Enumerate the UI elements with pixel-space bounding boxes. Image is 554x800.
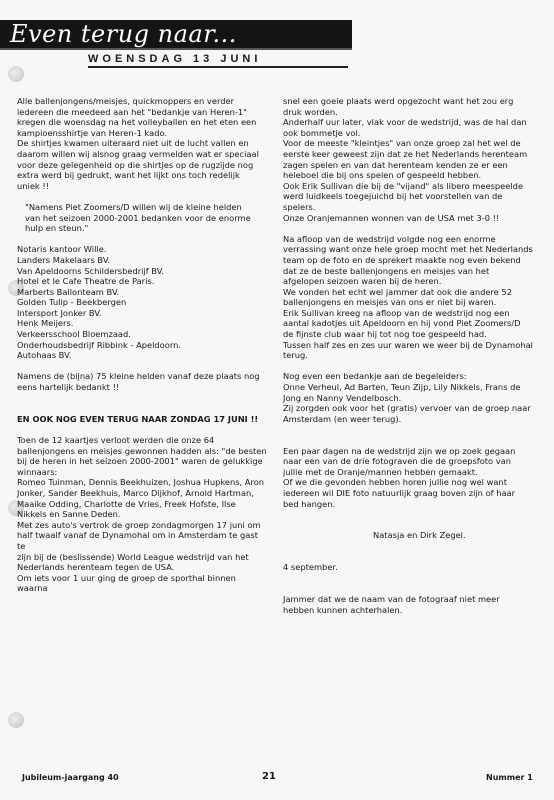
list-item: Notaris kantoor Wille. — [17, 244, 107, 255]
text-line: de fijnste club waar hij tot nog toe gespeeld had. — [283, 329, 487, 340]
text-line: Erik Sullivan kreeg na afloop van de wedstrijd nog een — [283, 307, 510, 318]
text-line: De shirtjes kwamen uiteraard niet uit de lucht vallen en — [17, 138, 249, 149]
paragraph — [283, 446, 537, 510]
text-line: We vonden het echt wel jammer dat ook die andere 52 — [283, 286, 512, 297]
text-line: Jong en Nanny Vendelbosch. — [283, 392, 402, 403]
text-line: "Namens Piet Zoomers/D willen wij de kleine helden — [25, 201, 242, 212]
date-line: 4 september. — [283, 562, 338, 573]
text-line: druk worden. — [283, 106, 338, 117]
text-line: ballenjongens en meisjes van ons er niet bij waren. — [283, 297, 497, 308]
list-item: Landers Makelaars BV. — [17, 254, 111, 265]
text-line: Onne Verheul, Ad Barten, Teun Zijp, Lily Nikkels, Frans de — [283, 382, 521, 393]
text-line: hulp en steun." — [25, 223, 89, 234]
paragraph — [283, 234, 537, 361]
text-line: ook bommetje vol. — [283, 127, 361, 138]
list-item: Marberts Ballonteam BV. — [17, 286, 120, 297]
text-line: hebben kunnen achterhalen. — [283, 604, 403, 615]
text-line: kregen die woensdag na het volleyballen en het eten een — [17, 117, 257, 128]
text-line: Tussen half zes en zes uur waren we weer bij de Dynamohal — [283, 339, 533, 350]
header-banner — [0, 20, 352, 50]
text-line: naar een van de drie fotograven die de groepsfoto van — [283, 456, 512, 467]
section-heading: EN OOK NOG EVEN TERUG NAAR ZONDAG 17 JUNI !! — [17, 413, 259, 424]
text-line: Met zes auto's vertrok de groep zondagmorgen 17 juni om — [17, 519, 261, 530]
text-line: iedereen wil DIE foto natuurlijk graag boven zijn of haar — [283, 487, 516, 498]
date-heading: WOENSDAG 13 JUNI — [88, 53, 348, 68]
text-line: verrassing want onze hele groep mocht met het Nederlands — [283, 244, 533, 255]
text-line: van het seizoen 2000-2001 bedanken voor de enorme — [25, 212, 251, 223]
text-line: eens hartelijk bedankt !! — [17, 382, 120, 393]
text-line: team op de foto en de sprekert maakte nog even bekend — [283, 254, 521, 265]
list-item: Henk Meijers. — [17, 318, 74, 329]
text-line: Amsterdam (en weer terug). — [283, 413, 402, 424]
text-line: bed hangen. — [283, 498, 336, 509]
text-line: Nederlands herenteam tegen de USA. — [17, 562, 175, 573]
left-column — [17, 96, 267, 594]
intro-paragraph — [17, 96, 267, 191]
text-line: Maaike Odding, Charlotte de Vries, Freek Hofste, Ilse — [17, 498, 236, 509]
text-line: zagen spelen en van dat herenteam kenden ze er een — [283, 159, 508, 170]
section-paragraph — [17, 435, 267, 594]
text-line: Namens de (bijna) 75 kleine helden vanaf deze plaats nog — [17, 371, 260, 382]
text-line: Anderhalf uur later, vlak voor de wedstrijd, was de hal dan — [283, 117, 527, 128]
text-line: dat ze de beste ballenjongens en meisjes van het — [283, 265, 490, 276]
list-item: Autohaas BV. — [17, 350, 72, 361]
text-line: Voor de meeste "kleintjes" van onze groep zal het wel de — [283, 138, 521, 149]
text-line: snel een goeie plaats werd opgezocht want het zou erg — [283, 96, 514, 106]
footer-volume: Jubileum-jaargang 40 — [22, 773, 119, 782]
text-line: Na afloop van de wedstrijd volgde nog een enorme — [283, 233, 496, 244]
text-line: Toen de 12 kaartjes verloot werden die onze 64 — [17, 435, 215, 445]
text-line: terug. — [283, 350, 308, 361]
text-line: Of we die gevonden hebben horen jullie nog wel want — [283, 477, 507, 488]
text-line: Romeo Tuinman, Dennis Beekhuizen, Joshua Hupkens, Aron — [17, 477, 265, 488]
text-line: werd luidkeels toegejuichd bij het voorstellen van de — [283, 191, 503, 202]
list-item: Hotel et le Cafe Theatre de Paris. — [17, 276, 155, 287]
quote-paragraph — [17, 202, 267, 234]
text-line: Jonker, Sander Beekhuis, Marco Dijkhof, Arnold Hartman, — [17, 487, 254, 498]
text-line: Onze Oranjemannen wonnen van de USA met 3-0 !! — [283, 212, 500, 223]
text-line: jullie met de Oranje/mannen hebben gemaakt. — [283, 466, 478, 477]
list-item: Van Apeldoorns Schildersbedrijf BV. — [17, 265, 164, 276]
text-line: iedereen die meedeed aan het "bedankje van Heren-1" — [17, 106, 247, 117]
text-line: Een paar dagen na de wedstrijd zijn we op zoek gegaan — [283, 445, 516, 456]
list-item: Onderhoudsbedrijf Ribbink - Apeldoorn. — [17, 339, 181, 350]
sponsor-list — [17, 244, 267, 361]
text-line: uniek !! — [17, 180, 50, 191]
text-line: Om iets voor 1 uur ging de groep de sporthal binnen waarna — [17, 572, 236, 594]
text-line: daarom willen wij alsnog graag vermelden wat er speciaal — [17, 148, 259, 159]
paragraph — [283, 96, 537, 223]
text-line: ballenjongens en meisjes gewonnen hadden als: "de besten — [17, 445, 267, 456]
text-line: Nog even een bedankje aan de begeleiders: — [283, 371, 467, 382]
text-line: spelers. — [283, 201, 316, 212]
text-line: bij de heren in het seizoen 2000-2001" waren de gelukkige — [17, 456, 263, 467]
text-line: Nikkels en Sanne Deden. — [17, 509, 121, 520]
text-line: Alle ballenjongens/meisjes, quickmoppers en verder — [17, 96, 234, 106]
paragraph — [283, 594, 537, 615]
thanks-paragraph — [17, 371, 267, 392]
text-line: Jammer dat we de naam van de fotograaf niet meer — [283, 593, 500, 604]
text-line: Zij zorgden ook voor het (gratis) vervoer van de groep naar — [283, 403, 531, 414]
text-line: zijn bij de (beslissende) World League wedstrijd van het — [17, 551, 249, 562]
text-line: extra werd bij gedrukt, want het lijkt ons toch redelijk — [17, 170, 240, 181]
text-line: Ook Erik Sullivan die bij de "vijand" als libero meespeelde — [283, 180, 524, 191]
text-line: kampioensshirtje van Heren-1 kado. — [17, 127, 168, 138]
footer-issue: Nummer 1 — [486, 773, 533, 782]
text-line: heleboel die bij ons spelen of gespeeld hebben. — [283, 170, 482, 181]
text-line: winnaars: — [17, 466, 58, 477]
list-item: Intersport Jonker BV. — [17, 307, 102, 318]
text-line: half twaalf vanaf de Dynamohal om in Amsterdam te gast te — [17, 530, 258, 551]
text-line: eerste keer geweest zijn dat ze het Nederlands herenteam — [283, 148, 528, 159]
list-item: Verkeersschool Bloemzaad. — [17, 329, 131, 340]
page-number: 21 — [262, 771, 276, 782]
right-column — [283, 96, 537, 615]
text-line: afgelopen seizoen waren bij de heren. — [283, 276, 442, 287]
signature: Natasja en Dirk Zegel. — [373, 530, 466, 541]
list-item: Golden Tulip - Beekbergen — [17, 297, 127, 308]
punch-hole — [8, 66, 24, 82]
punch-hole — [8, 712, 24, 728]
paragraph — [283, 371, 537, 424]
text-line: voor deze gelegenheid op die shirtjes op de rugzijde nog — [17, 159, 254, 170]
header-title: Even terug naar... — [10, 20, 237, 48]
text-line: aantal kadotjes uit Apeldoorn en hij vond Piet Zoomers/D — [283, 318, 521, 329]
